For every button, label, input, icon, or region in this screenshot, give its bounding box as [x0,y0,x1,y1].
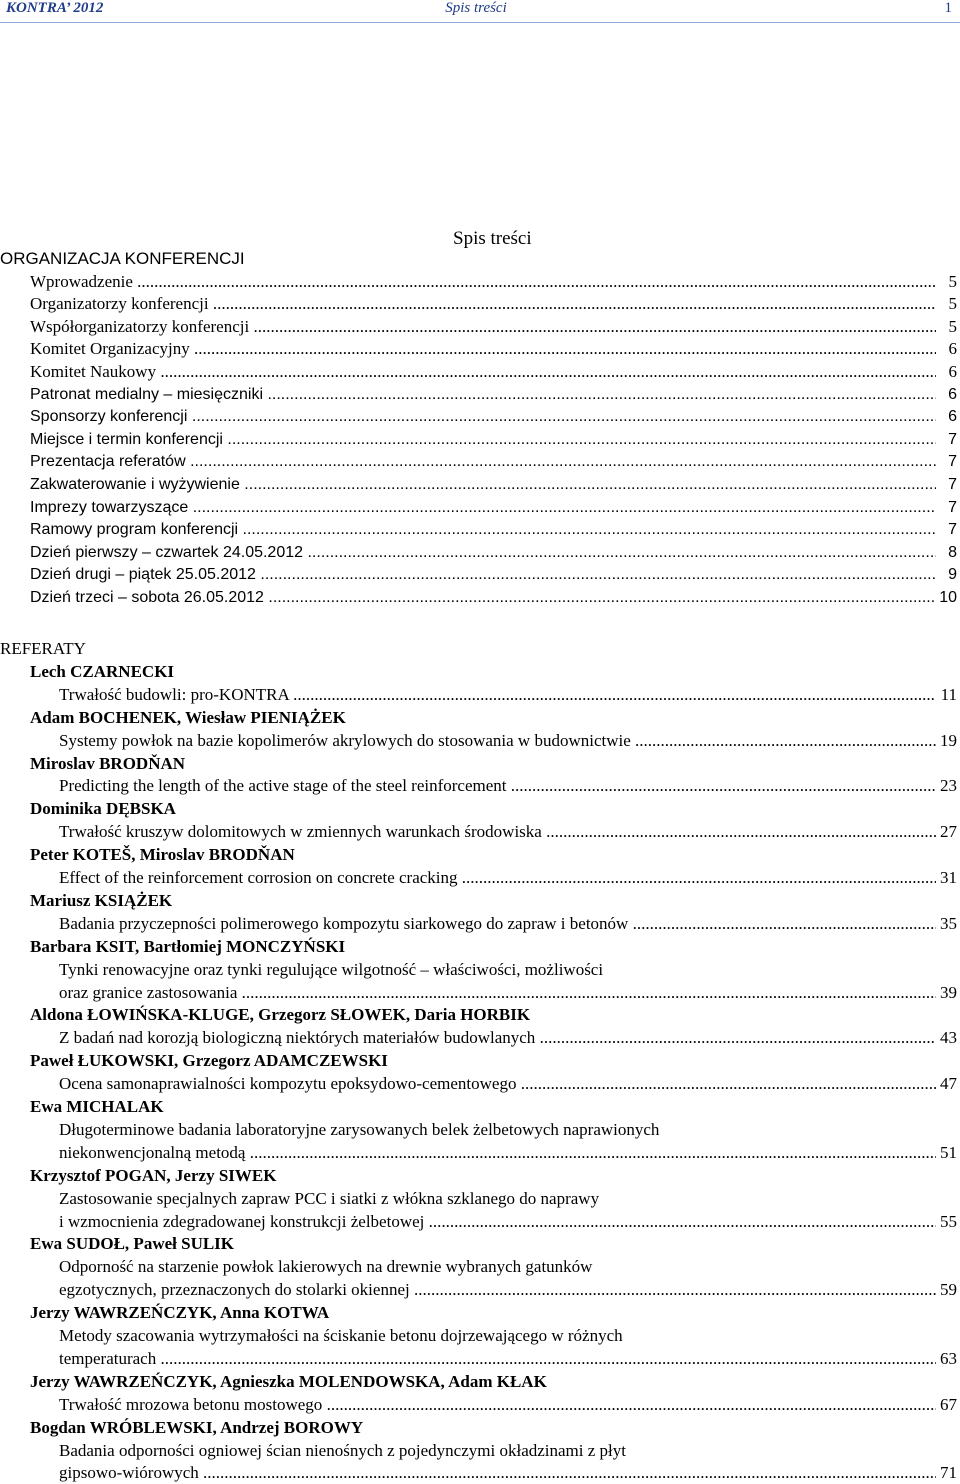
toc-entry-page: 11 [940,684,957,704]
toc-entry-label: Patronat medialny – miesięczniki ..... [30,384,936,406]
toc-entry-label: Badania przyczepności polimerowego kompozytu siarkowego do zapraw i betonów ..... [59,913,936,935]
paper-authors: Lech CZARNECKI [30,661,175,681]
toc-entry-label: Współorganizatorzy konferencji ..... [30,316,936,338]
toc-entry-page: 43 [940,1028,957,1048]
toc-entry-label: Miejsce i termin konferencji ..... [30,429,936,451]
toc-entry[interactable] [0,684,960,706]
toc-entry[interactable] [0,1462,960,1484]
toc-entry-label: Z badań nad korozją biologiczną niektórych materiałów budowlanych ..... [59,1027,936,1049]
toc-entry-label: Ocena samonaprawialności kompozytu epoksydowo-cementowego ..... [59,1073,936,1095]
toc-entry[interactable] [0,361,960,383]
toc-entry-page: 6 [946,406,957,428]
paper-authors: Krzysztof POGAN, Jerzy SIWEK [30,1165,277,1185]
toc-entry[interactable] [0,519,960,541]
toc-entry[interactable] [0,1027,960,1049]
paper-authors: Jerzy WAWRZEŃCZYK, Anna KOTWA [30,1303,330,1323]
toc-entry[interactable] [0,913,960,935]
toc-entry[interactable] [0,775,960,797]
toc-entry-label: Trwałość budowli: pro-KONTRA ..... [59,684,936,706]
toc-entry[interactable] [0,982,960,1004]
toc-entry[interactable] [0,1348,960,1370]
toc-entry[interactable] [0,384,960,406]
paper-authors: Jerzy WAWRZEŃCZYK, Agnieszka MOLENDOWSKA, Adam KŁAK [30,1371,547,1391]
toc-entry-label: Komitet Naukowy ..... [30,361,936,383]
toc-entry-page: 59 [940,1280,957,1300]
toc-entry-label: Sponsorzy konferencji ..... [30,406,936,428]
paper-authors: Dominika DĘBSKA [30,799,176,819]
section-heading-referaty: REFERATY [0,639,86,658]
toc-entry-page: 7 [946,519,957,541]
toc-entry[interactable] [0,497,960,519]
header-page-number: 1 [944,0,952,16]
toc-entry-page: 10 [937,587,957,609]
toc-entry-page: 71 [940,1463,957,1483]
header-section: Spis treści [445,0,507,16]
paper-authors: Adam BOCHENEK, Wiesław PIENIĄŻEK [30,707,346,727]
toc-entry-page: 6 [946,384,957,406]
toc-entry-page: 39 [940,982,957,1002]
toc-entry-label: Dzień pierwszy – czwartek 24.05.2012 ..... [30,542,936,564]
paper-authors: Miroslav BRODŇAN [30,753,186,773]
toc-entry-label: Dzień drugi – piątek 25.05.2012 ..... [30,564,936,586]
toc-entry-page: 67 [940,1394,957,1414]
toc-entry-label: Dzień trzeci – sobota 26.05.2012 ..... [30,587,936,609]
paper-authors: Mariusz KSIĄŻEK [30,890,173,910]
toc-entry-label: Organizatorzy konferencji ..... [30,293,936,315]
toc-entry[interactable] [0,293,960,315]
toc-entry-page: 7 [946,474,957,496]
toc-entry-page: 5 [948,316,957,336]
toc-entry-page: 35 [940,913,957,933]
toc-entry-label: temperaturach ..... [59,1348,936,1370]
toc-entry-label: oraz granice zastosowania ..... [59,982,936,1004]
toc-entry-label: Komitet Organizacyjny ..... [30,338,936,360]
toc-entry[interactable] [0,474,960,496]
paper-authors: Paweł ŁUKOWSKI, Grzegorz ADAMCZEWSKI [30,1051,388,1071]
toc-entry[interactable] [0,564,960,586]
toc-entry-page: 7 [946,451,957,473]
toc-entry[interactable] [0,542,960,564]
toc-entry-page: 7 [946,497,957,519]
toc-entry-label: Wprowadzenie ..... [30,271,936,293]
toc-entry-label: Predicting the length of the active stage of the steel reinforcement ..... [59,775,936,797]
paper-authors: Bogdan WRÓBLEWSKI, Andrzej BOROWY [30,1417,364,1437]
toc-entry[interactable] [0,429,960,451]
toc-entry-label: niekonwencjonalną metodą ..... [59,1142,936,1164]
toc-entry[interactable] [0,730,960,752]
section-heading-organizacja: ORGANIZACJA KONFERENCJI [0,249,245,268]
toc-entry-page: 47 [940,1074,957,1094]
paper-authors: Ewa MICHALAK [30,1097,164,1116]
toc-entry-page: 19 [940,730,957,750]
toc-entry-label: Trwałość kruszyw dolomitowych w zmiennych warunkach środowiska ..... [59,821,936,843]
header-journal: KONTRA’ 2012 [6,0,104,16]
toc-entry-page: 51 [940,1142,957,1162]
paper-title-line: Zastosowanie specjalnych zapraw PCC i siatki z włókna szklanego do naprawy [59,1188,600,1208]
page-header [0,0,960,23]
toc-entry[interactable] [0,316,960,338]
toc-entry-label: Effect of the reinforcement corrosion on concrete cracking ..... [59,867,936,889]
toc-entry-label: Zakwaterowanie i wyżywienie ..... [30,474,936,496]
toc-entry[interactable] [0,1279,960,1301]
paper-authors: Barbara KSIT, Bartłomiej MONCZYŃSKI [30,936,346,956]
toc-entry-page: 55 [940,1211,957,1231]
paper-title-line: Metody szacowania wytrzymałości na ściskanie betonu dojrzewającego w różnych [59,1326,623,1345]
toc-entry[interactable] [0,821,960,843]
toc-entry-page: 63 [940,1348,957,1368]
toc-entry[interactable] [0,338,960,360]
paper-title-line: Odporność na starzenie powłok lakierowych na drewnie wybranych gatunków [59,1257,593,1277]
toc-entry[interactable] [0,1142,960,1164]
paper-authors: Peter KOTEŠ, Miroslav BRODŇAN [30,845,295,865]
toc-entry[interactable] [0,406,960,428]
toc-entry-page: 5 [948,294,957,314]
toc-entry-page: 7 [946,429,957,451]
toc-entry-label: Ramowy program konferencji ..... [30,519,936,541]
toc-entry-page: 6 [948,339,957,359]
toc-entry[interactable] [0,451,960,473]
toc-entry-label: Systemy powłok na bazie kopolimerów akrylowych do stosowania w budownictwie ..... [59,730,936,752]
paper-title-line: Badania odporności ogniowej ścian nienośnych z pojedynczymi okładzinami z płyt [59,1440,626,1460]
paper-title-line: Długoterminowe badania laboratoryjne zarysowanych belek żelbetowych naprawionych [59,1119,660,1139]
paper-title-line: Tynki renowacyjne oraz tynki regulujące wilgotność – właściwości, możliwości [59,959,604,979]
toc-entry[interactable] [0,271,960,293]
toc-entry[interactable] [0,587,960,609]
toc-entry-page: 27 [940,822,957,842]
toc-entry-label: gipsowo-wiórowych ..... [59,1462,936,1484]
toc-entry[interactable] [0,1394,960,1416]
toc-entry-label: Trwałość mrozowa betonu mostowego ..... [59,1394,936,1416]
toc-entry-label: egzotycznych, przeznaczonych do stolarki okiennej ..... [59,1279,936,1301]
page-title: Spis treści [453,228,532,249]
toc-entry[interactable] [0,1073,960,1095]
toc-entry[interactable] [0,867,960,889]
toc-entry-page: 23 [940,776,957,796]
toc-entry-label: i wzmocnienia zdegradowanej konstrukcji żelbetowej ..... [59,1211,936,1233]
paper-authors: Aldona ŁOWIŃSKA-KLUGE, Grzegorz SŁOWEK, Daria HORBIK [30,1005,531,1025]
toc-entry-page: 8 [946,542,957,564]
toc-entry-label: Prezentacja referatów ..... [30,451,936,473]
toc-entry-page: 31 [940,868,957,887]
toc-entry[interactable] [0,1211,960,1233]
toc-entry-page: 9 [946,564,957,586]
toc-entry-page: 6 [948,362,957,381]
toc-entry-page: 5 [948,271,957,291]
paper-authors: Ewa SUDOŁ, Paweł SULIK [30,1234,235,1254]
toc-entry-label: Imprezy towarzyszące ..... [30,497,936,519]
